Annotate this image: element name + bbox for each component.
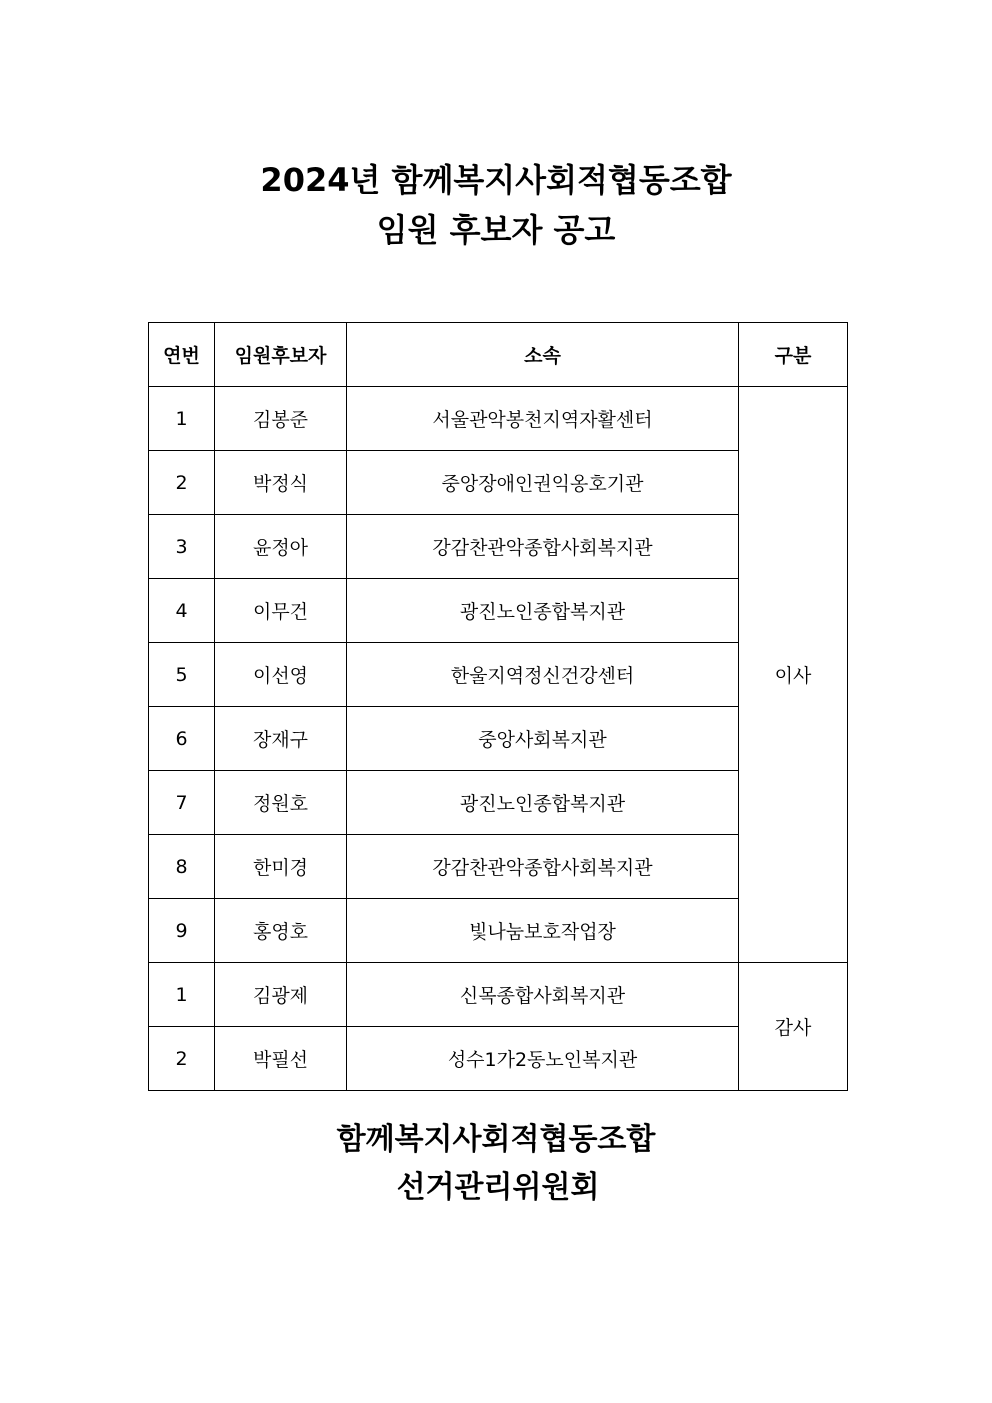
category-cell: 이사 [739, 387, 848, 963]
candidate-table [148, 322, 848, 1091]
document-title: 2024년 함께복지사회적협동조합 [260, 161, 732, 199]
row-number: 6 [149, 707, 215, 771]
row-number: 4 [149, 579, 215, 643]
footer-committee: 선거관리위원회 [396, 1170, 600, 1205]
row-number: 3 [149, 515, 215, 579]
candidate-affiliation: 강감찬관악종합사회복지관 [347, 835, 739, 899]
header-candidate: 임원후보자 [215, 323, 347, 387]
candidate-name: 윤정아 [215, 515, 347, 579]
candidate-affiliation: 광진노인종합복지관 [347, 579, 739, 643]
candidate-affiliation: 한울지역정신건강센터 [347, 643, 739, 707]
candidate-name: 장재구 [215, 707, 347, 771]
candidate-name: 정원호 [215, 771, 347, 835]
header-category: 구분 [739, 323, 848, 387]
candidate-affiliation: 신목종합사회복지관 [347, 963, 739, 1027]
row-number: 5 [149, 643, 215, 707]
candidate-affiliation: 중앙사회복지관 [347, 707, 739, 771]
candidate-name: 이무건 [215, 579, 347, 643]
row-number: 2 [149, 451, 215, 515]
candidate-affiliation: 중앙장애인권익옹호기관 [347, 451, 739, 515]
candidate-name: 홍영호 [215, 899, 347, 963]
header-number: 연번 [149, 323, 215, 387]
candidate-affiliation: 광진노인종합복지관 [347, 771, 739, 835]
document-subtitle: 임원 후보자 공고 [376, 211, 616, 249]
row-number: 9 [149, 899, 215, 963]
header-affiliation: 소속 [347, 323, 739, 387]
candidate-name: 한미경 [215, 835, 347, 899]
footer-organization: 함께복지사회적협동조합 [336, 1122, 656, 1157]
candidate-affiliation: 성수1가2동노인복지관 [347, 1027, 739, 1091]
row-number: 8 [149, 835, 215, 899]
row-number: 1 [149, 387, 215, 451]
category-cell: 감사 [739, 963, 848, 1091]
row-number: 7 [149, 771, 215, 835]
table-row [149, 387, 848, 451]
table-header-row [149, 323, 848, 387]
candidate-name: 박필선 [215, 1027, 347, 1091]
table-row [149, 963, 848, 1027]
row-number: 2 [149, 1027, 215, 1091]
candidate-affiliation: 강감찬관악종합사회복지관 [347, 515, 739, 579]
candidate-affiliation: 서울관악봉천지역자활센터 [347, 387, 739, 451]
candidate-name: 박정식 [215, 451, 347, 515]
row-number: 1 [149, 963, 215, 1027]
candidate-name: 이선영 [215, 643, 347, 707]
candidate-name: 김봉준 [215, 387, 347, 451]
candidate-name: 김광제 [215, 963, 347, 1027]
candidate-affiliation: 빛나눔보호작업장 [347, 899, 739, 963]
